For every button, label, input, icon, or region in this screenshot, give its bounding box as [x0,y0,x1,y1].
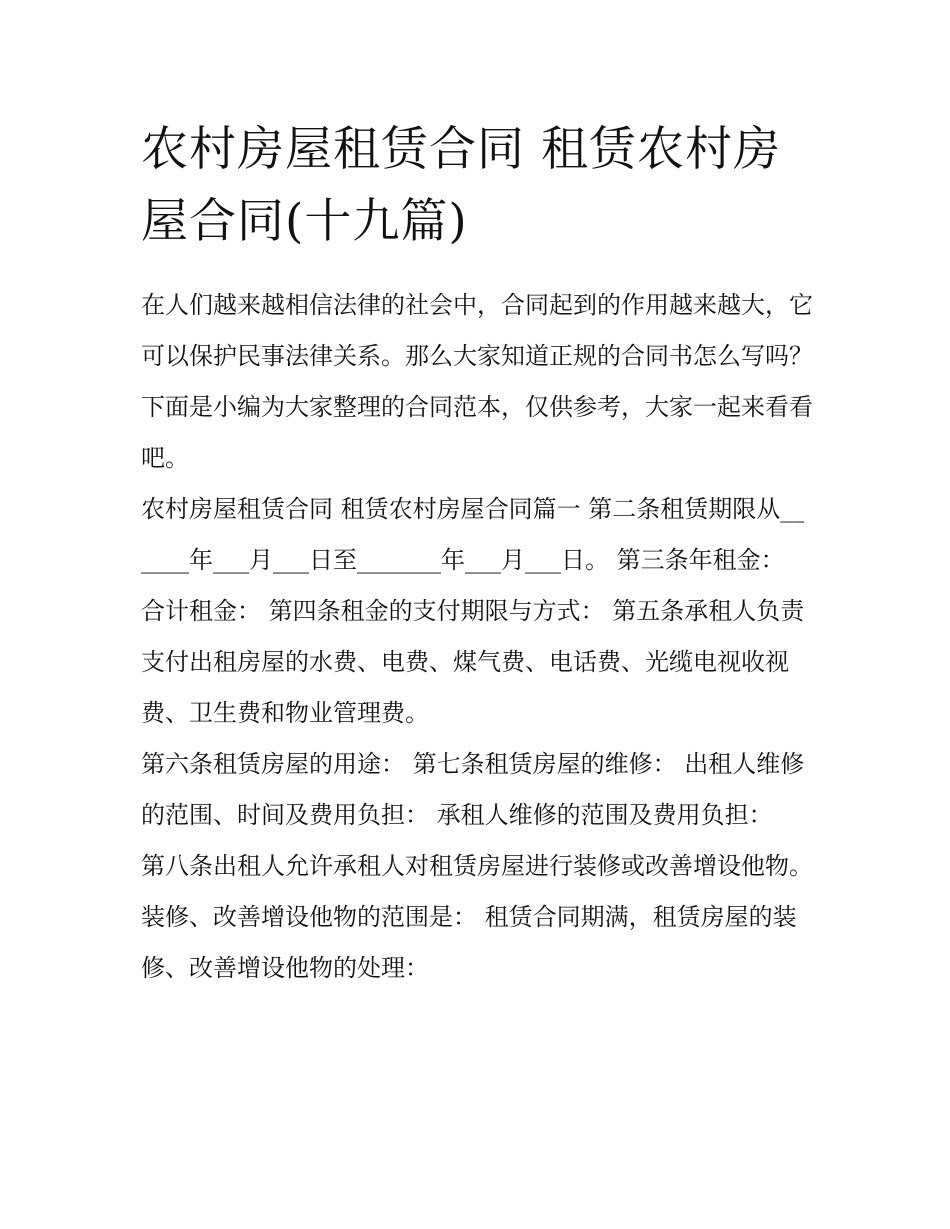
contract-clause-paragraph: 第六条租赁房屋的用途： 第七条租赁房屋的维修： 出租人维修的范围、时间及费用负担： 承租人维修的范围及费用负担： [141,750,805,829]
contract-clause-paragraph: 合计租金： 第四条租金的支付期限与方式： 第五条承租人负责支付出租房屋的水费、电费、煤气费、电话费、光缆电视收视费、卫生费和物业管理费。 [141,597,805,727]
contract-clause-paragraph: 农村房屋租赁合同 租赁农村房屋合同篇一 第二条租赁期限从______年___月___日至_______年___月___日。 第三条年租金： [141,495,805,574]
document-title: 农村房屋租赁合同 租赁农村房屋合同(十九篇) [141,122,781,249]
intro-paragraph: 在人们越来越相信法律的社会中，合同起到的作用越来越大，它可以保护民事法律关系。那么大家知道正规的合同书怎么写吗？下面是小编为大家整理的合同范本，仅供参考，大家一起来看看吧。 [141,291,813,472]
document-body [141,114,813,994]
contract-clause-paragraph: 第八条出租人允许承租人对租赁房屋进行装修或改善增设他物。装修、改善增设他物的范围是： 租赁合同期满，租赁房屋的装修、改善增设他物的处理： [141,852,813,982]
